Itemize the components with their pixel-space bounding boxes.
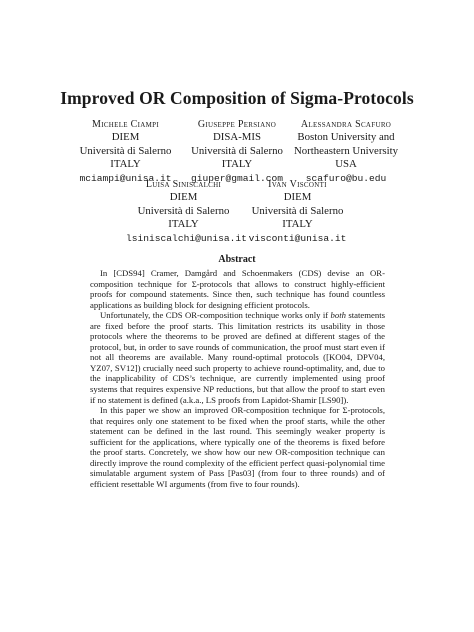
abstract-paragraph-2 (90, 310, 385, 405)
author-name: Luisa Siniscalchi (145, 179, 222, 190)
author-affiliation-line: ITALY (168, 218, 199, 231)
author-email: scafuro@bu.edu (305, 172, 387, 184)
author-name: Alessandra Scafuro (300, 119, 392, 130)
author-affiliation-line: Università di Salerno (79, 144, 172, 157)
abstract-paragraph-3: In this paper we show an improved OR-composition technique for Σ-protocols, that requires only one statement to be fixed when the proof starts, while the other statement can be defined in the last round. This seemingly weaker property is sufficient for the applications, where typically one of the theorems is fixed before the proof starts. Concretely, we show how our new OR-composition technique can directly improve the round complexity of the efficient perfect quasi-polynomial time simulatable argument system of Pass [Pas03] (from four to three rounds) and of efficient resettable WI arguments (from five to four rounds). (90, 405, 385, 489)
abstract-text: Unfortunately, the CDS OR-composition technique works only if (100, 310, 331, 321)
author-block-persiano (180, 118, 294, 185)
author-block-visconti (240, 178, 355, 245)
author-affiliation-line: Boston University and (297, 131, 395, 144)
author-affiliation-line: USA (335, 158, 357, 171)
author-affiliation-line: DIEM (111, 131, 140, 144)
author-affiliation-line: Northeastern University (293, 144, 399, 157)
author-name: Ivan Visconti (268, 179, 327, 190)
abstract-text: statements are fixed before the proof starts. This limitation restricts its usability in those protocols where the theorems to be proved are defined at different stages of the protocol, but, in order to save rounds of communication, the proof must start even if not all theorems are available. Many round-optimal protocols ([KO04, DPV04, YZ07, SV12]) crucially need such property to achieve round-optimality, and, due to the inapplicability of CDS’s technique, are currently implemented using proof systems that requires expensive NP reductions, but that allow the proof to start even if no statement is defined (a.k.a., LS proofs from Lapidot-Shamir [LS90]). (90, 310, 385, 405)
author-email: lsiniscalchi@unisa.it (126, 232, 247, 244)
abstract-emphasis: both (330, 310, 346, 321)
author-affiliation-line: ITALY (282, 218, 313, 231)
author-affiliation-line: Università di Salerno (251, 204, 344, 217)
abstract-heading: Abstract (218, 254, 256, 265)
paper-title: Improved OR Composition of Sigma-Protocols (60, 88, 414, 108)
author-name: Giuseppe Persiano (197, 119, 277, 130)
author-email: visconti@unisa.it (248, 232, 347, 244)
author-email: giuper@gmail.com (190, 172, 284, 184)
author-block-ciampi (68, 118, 183, 185)
author-affiliation-line: ITALY (110, 158, 141, 171)
abstract-paragraph-1: In [CDS94] Cramer, Damgård and Schoenmakers (CDS) devise an OR-composition technique for Σ-protocols that allows to construct highly-efficient proofs for compound statements. Since then, such technique has found countless applications as building block for designing efficient protocols. (90, 268, 385, 310)
abstract-body (90, 268, 385, 489)
author-block-siniscalchi (126, 178, 247, 245)
author-affiliation-line: ITALY (221, 158, 253, 171)
author-affiliation-line: DISA-MIS (213, 131, 261, 144)
author-affiliation-line: DIEM (169, 191, 198, 204)
author-email: mciampi@unisa.it (79, 172, 172, 184)
author-block-scafuro (289, 118, 403, 185)
author-affiliation-line: DIEM (283, 191, 312, 204)
author-affiliation-line: Università di Salerno (137, 204, 230, 217)
author-affiliation-line: Università di Salerno (191, 144, 283, 157)
author-name: Michele Ciampi (92, 119, 159, 130)
